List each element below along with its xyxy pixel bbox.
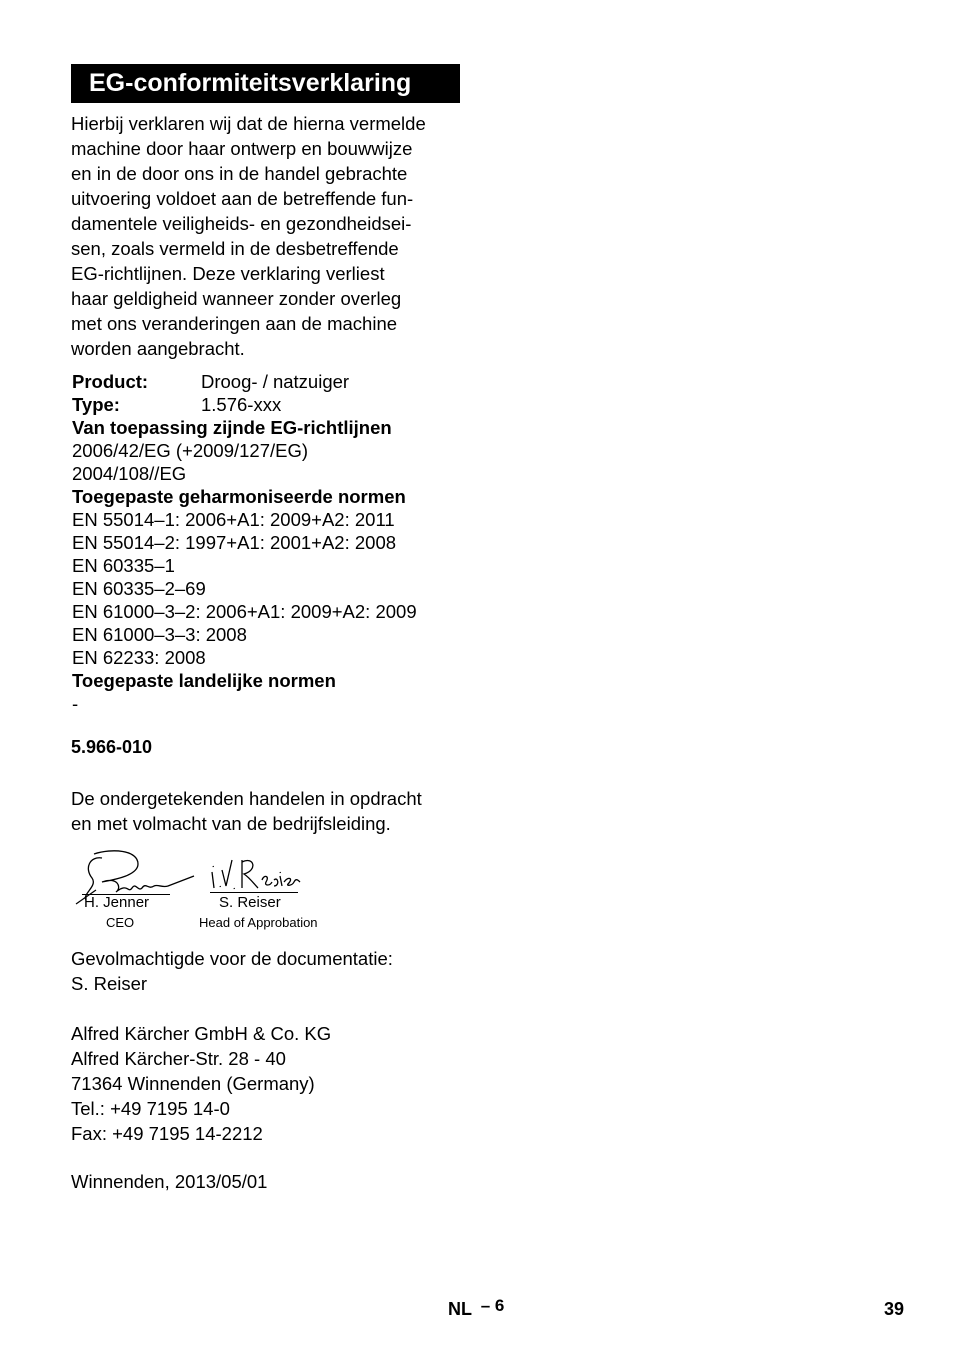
product-label: Product:	[72, 371, 149, 392]
signature-line	[210, 892, 298, 893]
standard-item: EN 61000–3–2: 2006+A1: 2009+A2: 2009	[72, 601, 417, 622]
standard-item: EN 55014–1: 2006+A1: 2009+A2: 2011	[72, 509, 395, 530]
page-number: 39	[884, 1299, 905, 1319]
order-number: 5.966-010	[71, 737, 153, 757]
standard-item: EN 60335–1	[72, 555, 175, 576]
footer-section	[448, 1296, 505, 1320]
standard-item: EN 61000–3–3: 2008	[72, 624, 247, 645]
intro-line: sen, zoals vermeld in de desbetreffende	[71, 238, 399, 259]
address-line: Alfred Kärcher-Str. 28 - 40	[71, 1048, 286, 1069]
type-row	[72, 393, 472, 416]
signatory-title: Head of Approbation	[199, 915, 318, 930]
documentation-label: Gevolmachtigde voor de documentatie:	[71, 948, 393, 969]
footer-section-number: – 6	[480, 1296, 505, 1315]
signatory-intro-line: De ondergetekenden handelen in opdracht	[71, 788, 422, 809]
signatory-intro	[71, 786, 422, 836]
harmonised-heading: Toegepaste geharmoniseerde normen	[72, 486, 406, 507]
intro-line: machine door haar ontwerp en bouwwijze	[71, 138, 413, 159]
signature-reiser	[208, 852, 304, 892]
signatory-name: H. Jenner	[84, 894, 150, 911]
standard-item: EN 60335–2–69	[72, 578, 206, 599]
signatory-title: CEO	[106, 915, 135, 930]
intro-line: haar geldigheid wanneer zonder overleg	[71, 288, 402, 309]
national-value: -	[72, 693, 79, 714]
address-line: 71364 Winnenden (Germany)	[71, 1073, 315, 1094]
intro-line: en in de door ons in de handel gebrachte	[71, 163, 408, 184]
address-line: Alfred Kärcher GmbH & Co. KG	[71, 1023, 332, 1044]
product-value: Droog- / natzuiger	[201, 371, 350, 392]
intro-line: worden aangebracht.	[71, 338, 245, 359]
intro-line: uitvoering voldoet aan de betreffende fun-	[71, 188, 414, 209]
documentation-name: S. Reiser	[71, 973, 148, 994]
directives-heading: Van toepassing zijnde EG-richtlijnen	[72, 417, 392, 438]
documentation-block	[71, 946, 393, 996]
standard-item: EN 62233: 2008	[72, 647, 206, 668]
standard-item: EN 55014–2: 1997+A1: 2001+A2: 2008	[72, 532, 397, 553]
intro-line: Hierbij verklaren wij dat de hierna vermelde	[71, 113, 426, 134]
place-date: Winnenden, 2013/05/01	[71, 1171, 268, 1192]
page-title: EG-conformiteitsverklaring	[71, 64, 460, 103]
type-label: Type:	[72, 394, 120, 415]
signatory-name: S. Reiser	[219, 894, 281, 911]
type-value: 1.576-xxx	[201, 394, 282, 415]
company-address	[71, 1021, 331, 1146]
address-line: Fax: +49 7195 14-2212	[71, 1123, 263, 1144]
signatory-intro-line: en met volmacht van de bedrijfsleiding.	[71, 813, 391, 834]
product-row	[72, 370, 472, 393]
directive-item: 2004/108//EG	[72, 463, 187, 484]
intro-line: damentele veiligheids- en gezondheidsei-	[71, 213, 412, 234]
intro-line: EG-richtlijnen. Deze verklaring verliest	[71, 263, 385, 284]
footer-lang: NL	[448, 1299, 472, 1319]
declaration-details	[72, 370, 472, 715]
national-heading: Toegepaste landelijke normen	[72, 670, 336, 691]
intro-paragraph	[71, 111, 463, 361]
address-line: Tel.: +49 7195 14-0	[71, 1098, 230, 1119]
intro-line: met ons veranderingen aan de machine	[71, 313, 398, 334]
directive-item: 2006/42/EG (+2009/127/EG)	[72, 440, 309, 461]
